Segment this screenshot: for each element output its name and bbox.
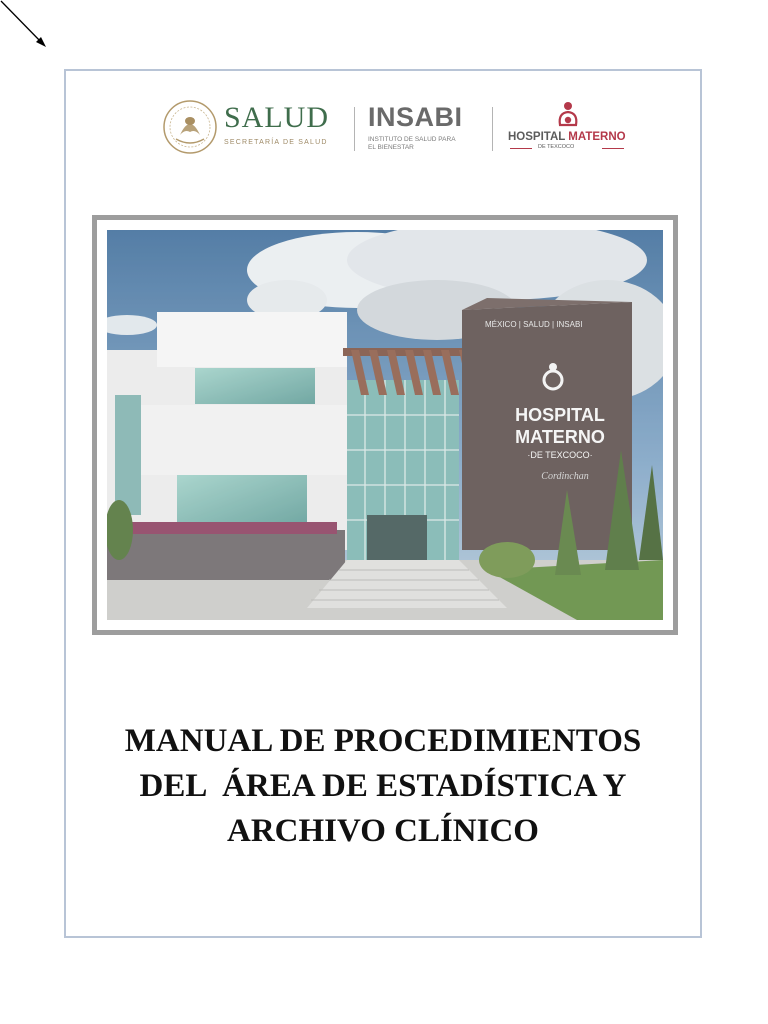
- mother-child-emblem-icon: [556, 101, 580, 129]
- salud-subtitle: SECRETARÍA DE SALUD: [224, 139, 328, 146]
- hospital-logo-rule: [510, 148, 532, 149]
- salud-logo-text: SALUD: [224, 101, 330, 134]
- logo-band: [162, 97, 632, 157]
- logo-divider: [354, 107, 355, 151]
- hospital-logo-materno: MATERNO: [568, 131, 626, 143]
- corner-arrow-icon: [0, 0, 50, 50]
- hospital-building-photo: [107, 230, 663, 620]
- insabi-logo: [368, 103, 498, 152]
- document-title: [76, 719, 690, 854]
- hospital-materno-logo: [508, 101, 628, 153]
- building-sign-hospital: HOSPITAL: [515, 405, 605, 425]
- building-sign-texcoco: ·DE TEXCOCO·: [527, 450, 593, 460]
- tower-banner-text: MÉXICO | SALUD | INSABI: [485, 320, 583, 329]
- document-title-line2: DEL ÁREA DE ESTADÍSTICA Y: [139, 768, 627, 804]
- page-frame: [64, 69, 702, 938]
- document-title-line3: ARCHIVO CLÍNICO: [227, 813, 539, 849]
- hospital-logo-sub: DE TEXCOCO: [538, 144, 575, 150]
- hospital-logo-name: [508, 131, 626, 143]
- building-sign-materno: MATERNO: [515, 427, 605, 447]
- logo-divider: [492, 107, 493, 151]
- hospital-logo-rule: [602, 148, 624, 149]
- insabi-subtitle: [368, 136, 498, 152]
- building-sign-script: Cordinchan: [541, 471, 589, 482]
- insabi-subtitle-line2: EL BIENESTAR: [368, 144, 414, 151]
- document-title-line1: MANUAL DE PROCEDIMIENTOS: [124, 723, 642, 759]
- hospital-logo-word: HOSPITAL: [508, 131, 566, 143]
- hospital-photo-frame: [92, 215, 678, 635]
- insabi-logo-text: INSABI: [368, 102, 463, 132]
- salud-logo: [224, 103, 329, 146]
- national-seal-icon: [162, 99, 218, 155]
- insabi-subtitle-line1: INSTITUTO DE SALUD PARA: [368, 136, 456, 143]
